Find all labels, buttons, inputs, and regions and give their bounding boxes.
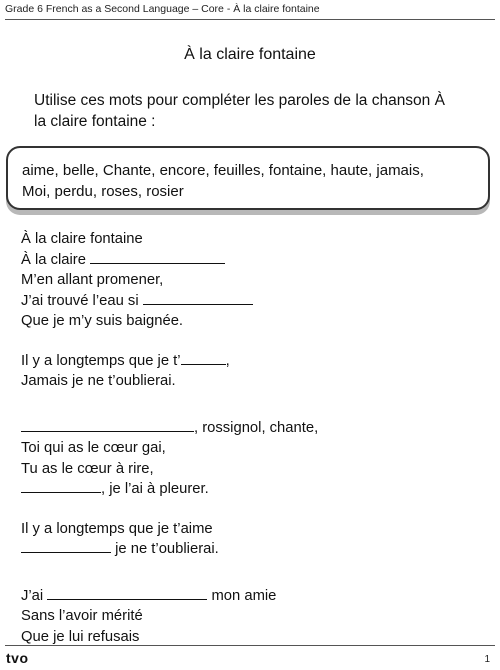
tvo-logo: tvo xyxy=(6,650,29,666)
lyric-line xyxy=(21,438,481,459)
answer-blank[interactable] xyxy=(21,540,111,553)
lyric-text: Tu as le cœur à rire, xyxy=(21,460,154,477)
lyric-line xyxy=(21,586,481,607)
lyric-text: Que je m’y suis baignée. xyxy=(21,313,184,329)
answer-blank[interactable] xyxy=(47,587,207,600)
answer-blank[interactable] xyxy=(143,292,253,305)
word-bank-line-1: aime, belle, Chante, encore, feuilles, fontaine, haute, jamais, xyxy=(22,162,424,179)
answer-blank[interactable] xyxy=(21,419,194,432)
lyric-line xyxy=(21,371,481,392)
instructions: Utilise ces mots pour compléter les paroles de la chanson À la claire fontaine : xyxy=(34,92,445,130)
footer-divider xyxy=(5,645,495,646)
lyric-line xyxy=(21,479,481,500)
lyric-line xyxy=(21,311,481,332)
lyric-text: À la claire fontaine xyxy=(21,231,143,247)
lyric-text: , je l’ai à pleurer. xyxy=(101,481,209,497)
lyric-text: , rossignol, chante, xyxy=(194,419,319,436)
lyric-line xyxy=(21,519,481,540)
lyric-text: Que je lui refusais xyxy=(21,628,140,645)
lyric-line xyxy=(21,418,481,439)
document-header: Grade 6 French as a Second Language – Core - À la claire fontaine xyxy=(5,3,320,15)
lyric-text: Il y a longtemps que je t’ xyxy=(21,352,181,369)
lyric-line xyxy=(21,459,481,480)
answer-blank[interactable] xyxy=(21,480,101,493)
page-number: 1 xyxy=(484,654,490,665)
lyric-text: Jamais je ne t’oublierai. xyxy=(21,373,176,389)
lyric-line xyxy=(21,539,481,560)
lyric-line xyxy=(21,291,481,312)
page-title: À la claire fontaine xyxy=(184,46,316,63)
lyric-line xyxy=(21,229,481,250)
lyric-text: Il y a longtemps que je t’aime xyxy=(21,520,213,537)
answer-blank[interactable] xyxy=(181,352,226,365)
lyric-line xyxy=(21,250,481,271)
lyric-text: J’ai trouvé l’eau si xyxy=(21,292,139,309)
lyric-text: je ne t’oublierai. xyxy=(111,541,219,557)
lyric-line xyxy=(21,606,481,627)
lyric-text: M’en allant promener, xyxy=(21,272,164,288)
word-bank-line-2: Moi, perdu, roses, rosier xyxy=(22,183,184,200)
song-lyrics xyxy=(21,229,481,647)
lyric-text: mon amie xyxy=(207,587,277,604)
answer-blank[interactable] xyxy=(90,251,225,264)
lyric-text: , xyxy=(225,352,230,369)
lyric-text: Sans l’avoir mérité xyxy=(21,608,143,624)
lyric-text: Toi qui as le cœur gai, xyxy=(21,440,166,456)
lyric-line xyxy=(21,627,481,648)
lyric-text: J’ai xyxy=(21,587,44,604)
lyric-line xyxy=(21,270,481,291)
lyric-text: À la claire xyxy=(21,251,86,268)
header-divider xyxy=(5,19,495,20)
lyric-line xyxy=(21,351,481,372)
word-bank xyxy=(22,160,472,202)
